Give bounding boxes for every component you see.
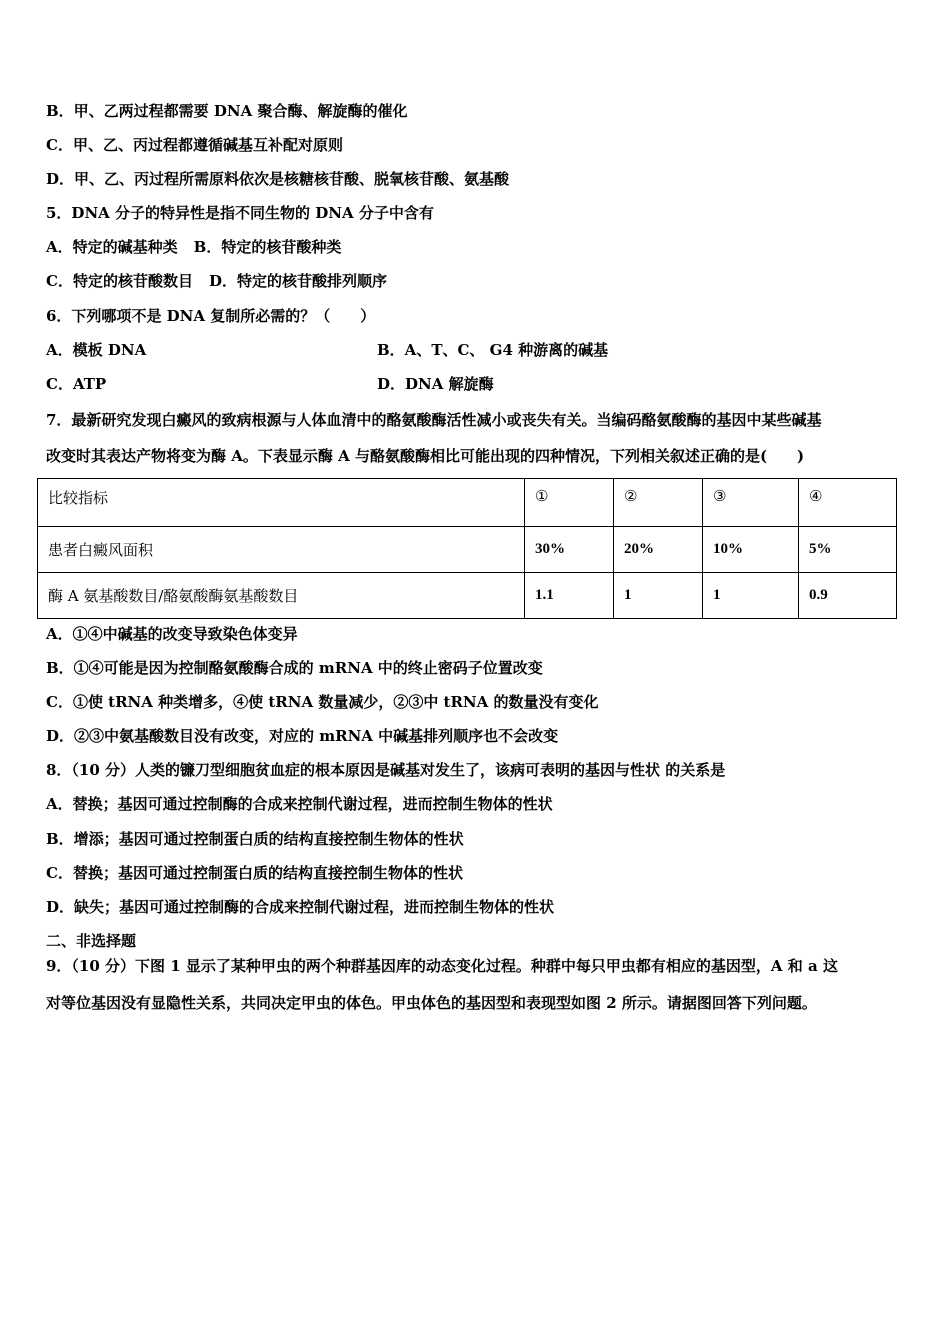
q8-stem: 8．（10 分）人类的镰刀型细胞贫血症的根本原因是碱基对发生了，该病可表明的基因与性状 的关系是	[46, 761, 726, 779]
table-cell: 30%	[525, 527, 614, 573]
comparison-table	[37, 478, 897, 619]
q5-option-d: D．特定的核苷酸排列顺序	[208, 272, 387, 290]
table-cell-label: 患者白癜风面积	[38, 527, 525, 573]
q5-option-b: B．特定的核苷酸种类	[193, 238, 342, 256]
q8-option-c: C．替换；基因可通过控制蛋白质的结构直接控制生物体的性状	[46, 864, 463, 882]
q6-option-d: D．DNA 解旋酶	[377, 375, 494, 393]
q6-option-c: C．ATP	[46, 375, 107, 393]
q6-stem: 6．下列哪项不是 DNA 复制所必需的？（ ）	[46, 307, 376, 325]
q4-option-d: D．甲、乙、丙过程所需原料依次是核糖核苷酸、脱氧核苷酸、氨基酸	[46, 170, 510, 188]
q7-stem-line2: 改变时其表达产物将变为酶 A。下表显示酶 A 与酪氨酸酶相比可能出现的四种情况，下列相关叙述正确的是( )	[46, 447, 805, 465]
q5-option-a: A．特定的碱基种类	[46, 238, 178, 256]
table-header-cell: ①	[525, 479, 614, 527]
q7-option-c: C．①使 tRNA 种类增多，④使 tRNA 数量减少，②③中 tRNA 的数量没有变化	[46, 693, 599, 711]
table-cell: 20%	[614, 527, 703, 573]
table-row	[38, 527, 897, 573]
table-header-cell: ③	[703, 479, 799, 527]
table-row	[38, 573, 897, 619]
q7-option-a: A．①④中碱基的改变导致染色体变异	[46, 625, 298, 643]
q6-option-a: A．模板 DNA	[46, 341, 147, 359]
q4-option-c: C．甲、乙、丙过程都遵循碱基互补配对原则	[46, 136, 343, 154]
table-header-cell: ②	[614, 479, 703, 527]
q6-option-b: B．A、T、C、 G4 种游离的碱基	[377, 341, 609, 359]
table-cell: 1	[703, 573, 799, 619]
q9-stem-line1: 9．（10 分）下图 1 显示了某种甲虫的两个种群基因库的动态变化过程。种群中每只甲虫都有相应的基因型，A 和 a 这	[46, 957, 838, 975]
table-cell: 1.1	[525, 573, 614, 619]
q8-option-b: B．增添；基因可通过控制蛋白质的结构直接控制生物体的性状	[46, 830, 464, 848]
table-cell: 0.9	[799, 573, 897, 619]
table-header-row	[38, 479, 897, 527]
table-header-cell: ④	[799, 479, 897, 527]
q7-option-b: B．①④可能是因为控制酪氨酸酶合成的 mRNA 中的终止密码子位置改变	[46, 659, 543, 677]
q5-option-c: C．特定的核苷酸数目	[46, 272, 193, 290]
q8-option-d: D．缺失；基因可通过控制酶的合成来控制代谢过程，进而控制生物体的性状	[46, 898, 555, 916]
q7-stem-line1: 7．最新研究发现白癜风的致病根源与人体血清中的酪氨酸酶活性减小或丧失有关。当编码酪氨酸酶的基因中某些碱基	[46, 411, 822, 429]
table-header-cell: 比较指标	[38, 479, 525, 527]
table-cell: 1	[614, 573, 703, 619]
q9-stem-line2: 对等位基因没有显隐性关系，共同决定甲虫的体色。甲虫体色的基因型和表现型如图 2 所示。请据图回答下列问题。	[46, 994, 817, 1012]
q5-options-row2	[46, 271, 387, 291]
table-cell-label: 酶 A 氨基酸数目/酪氨酸酶氨基酸数目	[38, 573, 525, 619]
q7-option-d: D．②③中氨基酸数目没有改变，对应的 mRNA 中碱基排列顺序也不会改变	[46, 727, 559, 745]
q8-option-a: A．替换；基因可通过控制酶的合成来控制代谢过程，进而控制生物体的性状	[46, 795, 553, 813]
q5-stem: 5．DNA 分子的特异性是指不同生物的 DNA 分子中含有	[46, 204, 434, 222]
q5-options-row1	[46, 237, 341, 257]
table-cell: 5%	[799, 527, 897, 573]
section-title: 二、非选择题	[46, 932, 137, 950]
table-cell: 10%	[703, 527, 799, 573]
q4-option-b: B．甲、乙两过程都需要 DNA 聚合酶、解旋酶的催化	[46, 102, 408, 120]
